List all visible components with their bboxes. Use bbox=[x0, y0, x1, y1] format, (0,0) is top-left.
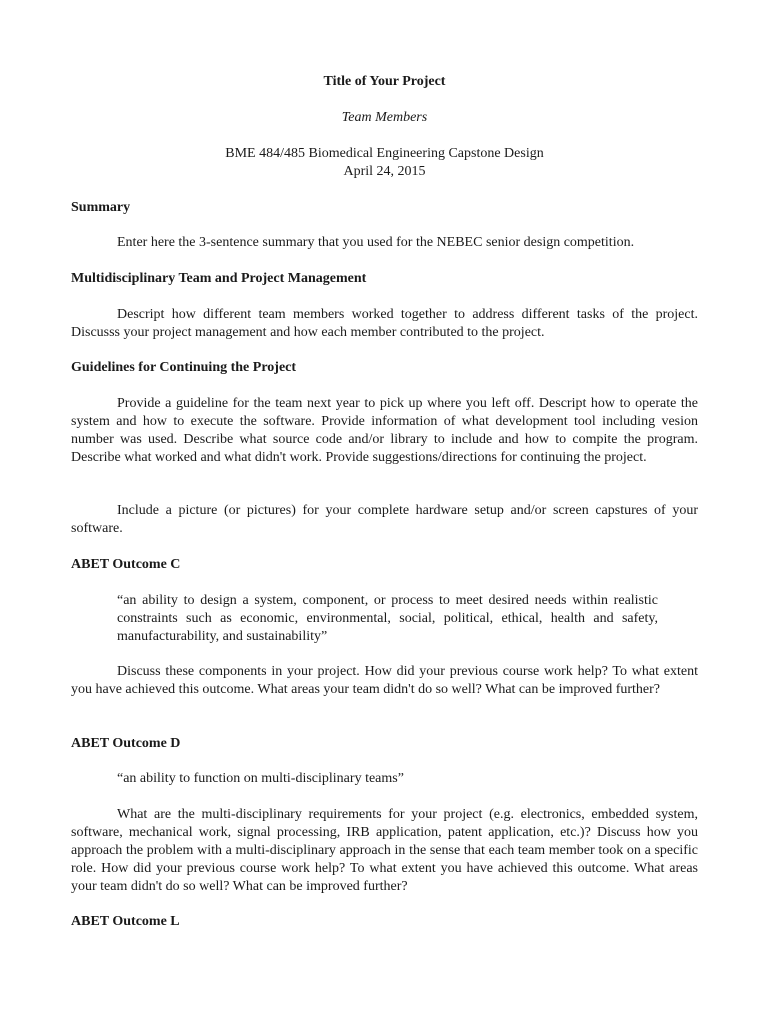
title-block bbox=[71, 0, 698, 181]
section-team bbox=[71, 270, 698, 288]
section-heading-guidelines: Guidelines for Continuing the Project bbox=[71, 360, 297, 375]
document-title: Title of Your Project bbox=[323, 74, 446, 89]
team-paragraph: Descript how different team members worked together to address different tasks of the project. Discusss your project management and how each member contributed to the project. bbox=[71, 307, 698, 340]
abet-c-paragraph: Discuss these components in your project. How did your previous course work help? To what extent you have achieved this outcome. What areas your team didn't do so well? What can be improved further? bbox=[71, 664, 698, 697]
section-abet-d bbox=[71, 735, 698, 753]
guidelines-body-2 bbox=[71, 502, 698, 538]
abet-d-quote-block bbox=[71, 770, 698, 788]
abet-c-quote-block bbox=[71, 592, 698, 646]
course-name: BME 484/485 Biomedical Engineering Capstone Design bbox=[225, 146, 544, 161]
guidelines-paragraph-1: Provide a guideline for the team next year to pick up where you left off. Descript how to operate the system and how to execute the software. Provide information of what development tool including vesion number was used. Describe what source code and/or library to include and how to compite the program. Describe what worked and what didn't work. Provide suggestions/directions for continuing the project. bbox=[71, 396, 698, 465]
abet-d-body bbox=[71, 806, 698, 896]
summary-paragraph: Enter here the 3-sentence summary that you used for the NEBEC senior design competition. bbox=[117, 235, 635, 250]
abet-d-quote: “an ability to function on multi-disciplinary teams” bbox=[117, 771, 404, 786]
document-date: April 24, 2015 bbox=[343, 164, 426, 179]
guidelines-body-1 bbox=[71, 395, 698, 467]
abet-c-quote: “an ability to design a system, component, or process to meet desired needs within realistic constraints such as economic, environmental, social, political, ethical, health and safety, manufacturability, and sustainability” bbox=[117, 593, 658, 644]
guidelines-paragraph-2: Include a picture (or pictures) for your complete hardware setup and/or screen capstures of your software. bbox=[71, 503, 698, 536]
section-summary bbox=[71, 199, 698, 217]
section-guidelines bbox=[71, 359, 698, 377]
section-heading-summary: Summary bbox=[71, 200, 131, 215]
section-heading-abet-l: ABET Outcome L bbox=[71, 914, 180, 929]
abet-d-paragraph: What are the multi-disciplinary requirements for your project (e.g. electronics, embedded system, software, mechanical work, signal processing, IRB application, patent application, etc.)? Discuss how you approach the problem with a multi-disciplinary approach in the sense that each team member took on a specific role. How did your previous course work help? To what extent you have achieved this outcome. What areas your team didn't do so well? What can be improved further? bbox=[71, 807, 698, 894]
section-abet-c bbox=[71, 556, 698, 574]
team-members: Team Members bbox=[341, 110, 428, 125]
section-heading-abet-c: ABET Outcome C bbox=[71, 557, 181, 572]
team-body bbox=[71, 306, 698, 342]
section-abet-l bbox=[71, 913, 698, 931]
section-heading-abet-d: ABET Outcome D bbox=[71, 736, 181, 751]
section-heading-team: Multidisciplinary Team and Project Management bbox=[71, 271, 367, 286]
abet-c-body bbox=[71, 663, 698, 699]
summary-body bbox=[71, 234, 698, 252]
